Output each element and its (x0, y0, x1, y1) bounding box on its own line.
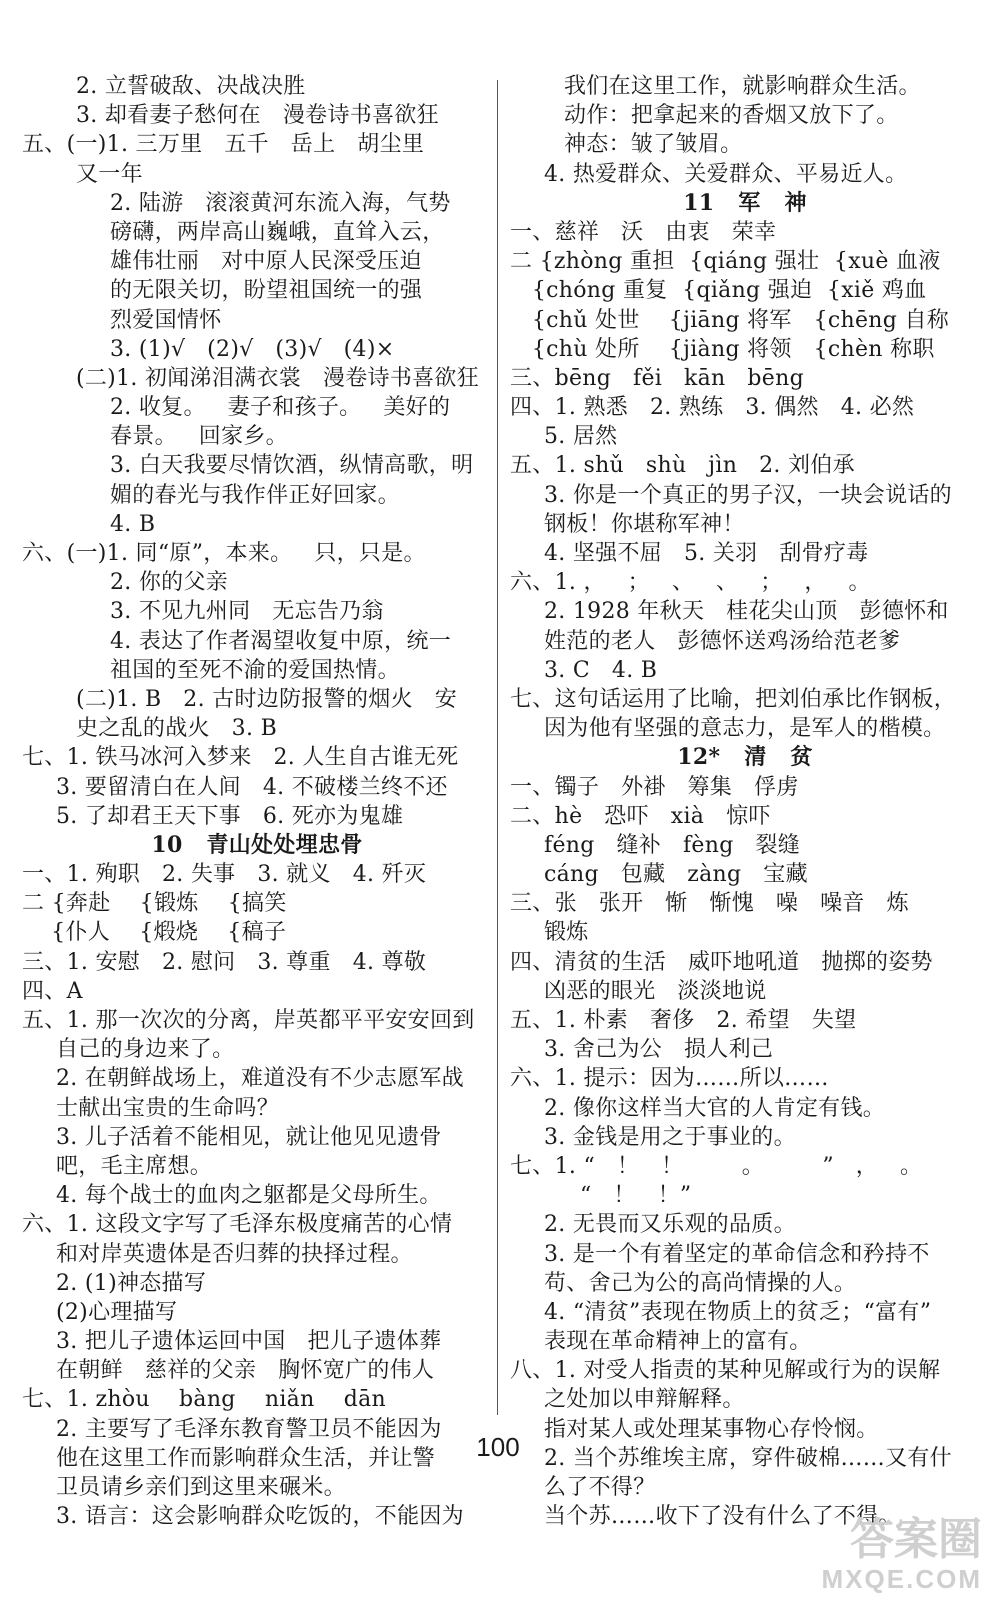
answer-line: 4. “清贫”表现在物质上的贫乏；“富有” (544, 1299, 932, 1325)
answer-line: 凶恶的眼光 淡淡地说 (544, 978, 767, 1004)
answer-line: 3. 你是一个真正的男子汉，一块会说话的 (544, 482, 952, 508)
answer-line: 八、1. 对受人指责的某种见解或行为的误解 (510, 1358, 941, 1384)
answer-line: 3. 要留清白在人间 4. 不破楼兰终不还 (56, 774, 448, 800)
answer-line: 姓范的老人 彭德怀送鸡汤给范老爹 (544, 628, 901, 654)
answer-line: 在朝鲜 慈祥的父亲 胸怀宽广的伟人 (56, 1358, 435, 1384)
answer-line: 五、1. shǔ shù jìn 2. 刘伯承 (510, 453, 855, 479)
answer-line: 苟、舍己为公的高尚情操的人。 (544, 1270, 857, 1296)
answer-line: 3. 不见九州同 无忘告乃翁 (110, 599, 384, 625)
answer-line: 士献出宝贵的生命吗？ (56, 1095, 280, 1121)
right-column (510, 72, 980, 1531)
answer-line: 5. 了却君王天下事 6. 死亦为鬼雄 (56, 803, 404, 829)
answer-line: 当个苏……收下了没有什么了不得。 (544, 1504, 901, 1530)
answer-line: 五、(一)1. 三万里 五千 岳上 胡尘里 (22, 132, 425, 158)
answer-line: 2. 当个苏维埃主席，穿件破棉……又有什 (544, 1445, 952, 1471)
answer-line: 又一年 (76, 161, 143, 187)
answer-line: 么了不得？ (544, 1475, 656, 1500)
answer-line: 3. (1)√ (2)√ (3)√ (4)× (110, 336, 395, 362)
answer-line: 指对某人或处理某事物心存怜悯。 (544, 1416, 879, 1442)
answer-line: 四、A (22, 978, 83, 1004)
answer-line: 四、1. 熟悉 2. 熟练 3. 偶然 4. 必然 (510, 395, 915, 421)
answer-line: 二、hè 恐吓 xià 惊吓 (510, 803, 771, 829)
answer-line: 三、张 张开 惭 惭愧 噪 噪音 炼 (510, 891, 909, 917)
answer-line: 七、1. zhòu bàng niǎn dān (22, 1387, 386, 1413)
answer-line: 3. 金钱是用之于事业的。 (544, 1124, 796, 1150)
left-column (22, 72, 492, 1531)
answer-line: 3. C 4. B (544, 657, 658, 683)
watermark-main: 答案圈 (850, 1515, 982, 1564)
answer-line: {仆人 {煅烧 {稿子 (22, 920, 287, 946)
answer-line: 五、1. 那一次次的分离，岸英都平平安安回到 (22, 1008, 475, 1033)
answer-line: 六、1. 提示：因为……所以…… (510, 1066, 829, 1092)
answer-line: 五、1. 朴素 奢侈 2. 希望 失望 (510, 1008, 857, 1033)
answer-line: “ ！ ！” (580, 1183, 692, 1209)
answer-line: 钢板！你堪称军神！ (544, 511, 745, 537)
answer-line: (2)心理描写 (56, 1299, 178, 1325)
answer-line: 4. 坚强不屈 5. 关羽 刮骨疗毒 (544, 541, 869, 566)
answer-line: 春景。 回家乡。 (110, 424, 288, 450)
answer-line: 2. 主要写了毛泽东教育警卫员不能因为 (56, 1416, 442, 1442)
answer-line: (二)1. B 2. 古时边防报警的烟火 安 (76, 686, 458, 712)
answer-line: 4. 表达了作者渴望收复中原，统一 (110, 628, 452, 654)
answer-line: 三、1. 安慰 2. 慰问 3. 尊重 4. 尊敬 (22, 949, 427, 975)
answer-line: 2. 像你这样当大官的人肯定有钱。 (544, 1095, 886, 1121)
answer-line: 3. 却看妻子愁何在 漫卷诗书喜欲狂 (76, 103, 439, 129)
answer-line: 的无限关切，盼望祖国统一的强 (110, 278, 423, 304)
answer-line: féng 缝补 fèng 裂缝 (544, 832, 801, 858)
answer-line: 六、1. ， ； 、 、 ； ， 。 (510, 570, 871, 596)
answer-line: 七、这句话运用了比喻，把刘伯承比作钢板， (510, 686, 957, 712)
answer-line: 一、镯子 外褂 筹集 俘虏 (510, 774, 799, 800)
answer-line: 2. 收复。 妻子和孩子。 美好的 (110, 395, 451, 421)
watermark-logo (821, 1515, 982, 1594)
answer-line: 锻炼 (544, 920, 589, 946)
answer-line: 4. B (110, 511, 156, 537)
answer-line: 三、bēng fěi kān bēng (510, 365, 804, 391)
answer-line: 2. 你的父亲 (110, 570, 229, 596)
page-number: 100 (476, 1432, 520, 1462)
column-divider (497, 80, 498, 1415)
answer-line: 六、1. 这段文字写了毛泽东极度痛苦的心情 (22, 1212, 453, 1238)
answer-line: 七、1. “ ！ ！ 。 ” ， 。 (510, 1153, 923, 1179)
section-heading: 10 青山处处埋忠骨 (151, 831, 363, 858)
answer-line: 表现在革命精神上的富有。 (544, 1329, 812, 1355)
answer-line: 神态：皱了皱眉。 (564, 132, 743, 158)
answer-line: 3. 儿子活着不能相见，就让他见见遗骨 (56, 1124, 442, 1150)
answer-line: 3. 是一个有着坚定的革命信念和矜持不 (544, 1241, 930, 1267)
answer-line: 史之乱的战火 3. B (76, 716, 278, 742)
answer-line: 2. 在朝鲜战场上，难道没有不少志愿军战 (56, 1066, 464, 1092)
answer-line: 4. 热爱群众、关爱群众、平易近人。 (544, 161, 908, 187)
answer-line: 七、1. 铁马冰河入梦来 2. 人生自古谁无死 (22, 745, 459, 771)
answer-line: 卫员请乡亲们到这里来碾米。 (56, 1475, 346, 1500)
answer-line: 3. 语言：这会影响群众吃饭的，不能因为 (56, 1504, 464, 1530)
answer-line: cáng 包藏 zàng 宝藏 (544, 862, 808, 888)
watermark-sub: MXQE.COM (821, 1564, 982, 1594)
answer-line: 雄伟壮丽 对中原人民深受压迫 (110, 249, 422, 275)
answer-line: 烈爱国情怀 (110, 307, 222, 333)
answer-line: 六、(一)1. 同“原”，本来。 只，只是。 (22, 541, 426, 566)
answer-line: 2. 1928 年秋天 桂花尖山顶 彭德怀和 (544, 599, 949, 625)
answer-line: 5. 居然 (544, 424, 618, 450)
answer-line: 3. 把儿子遗体运回中国 把儿子遗体葬 (56, 1329, 442, 1355)
answer-line: 4. 每个战士的血肉之躯都是父母所生。 (56, 1183, 442, 1209)
answer-line: 3. 舍己为公 损人利己 (544, 1037, 774, 1063)
answer-line: 和对岸英遗体是否归葬的抉择过程。 (56, 1241, 413, 1267)
answer-line: 二 {zhòng 重担 {qiáng 强壮 {xuè 血液 (510, 249, 941, 275)
section-heading: 12* 清 贫 (677, 744, 813, 771)
answer-line: 祖国的至死不渝的爱国热情。 (110, 657, 400, 683)
answer-line: 四、清贫的生活 威吓地吼道 抛掷的姿势 (510, 949, 933, 975)
answer-line: 2. 立誓破敌、决战决胜 (76, 74, 306, 99)
answer-line: 磅礴，两岸高山巍峨，直耸入云， (110, 219, 445, 245)
answer-line: {chǔ 处世 {jiāng 将军 {chēng 自称 (510, 307, 950, 333)
answer-line: 他在这里工作而影响群众生活，并让警 (56, 1445, 436, 1471)
answer-line: {chù 处所 {jiàng 将领 {chèn 称职 (510, 336, 935, 362)
answer-line: 之处加以申辩解释。 (544, 1387, 745, 1413)
answer-line: 因为他有坚强的意志力，是军人的楷模。 (544, 716, 946, 742)
answer-line: 吧，毛主席想。 (56, 1153, 213, 1179)
answer-line: 2. 无畏而又乐观的品质。 (544, 1212, 796, 1238)
answer-line: 一、慈祥 沃 由衷 荣幸 (510, 219, 777, 245)
answer-line: {chóng 重复 {qiǎng 强迫 {xiě 鸡血 (510, 278, 927, 304)
answer-line: 一、1. 殉职 2. 失事 3. 就义 4. 歼灭 (22, 862, 427, 888)
answer-line: (二)1. 初闻涕泪满衣裳 漫卷诗书喜欲狂 (76, 365, 480, 391)
answer-line: 2. 陆游 滚滚黄河东流入海，气势 (110, 190, 451, 216)
answer-line: 3. 白天我要尽情饮酒，纵情高歌，明 (110, 453, 474, 479)
answer-line: 自己的身边来了。 (56, 1037, 235, 1063)
section-heading: 11 军 神 (683, 189, 807, 216)
answer-line: 二 {奔赴 {锻炼 {搞笑 (22, 891, 287, 917)
answer-line: 我们在这里工作，就影响群众生活。 (564, 74, 921, 99)
answer-line: 动作：把拿起来的香烟又放下了。 (564, 103, 899, 129)
answer-line: 2. (1)神态描写 (56, 1270, 207, 1296)
answer-line: 媚的春光与我作伴正好回家。 (110, 482, 400, 508)
